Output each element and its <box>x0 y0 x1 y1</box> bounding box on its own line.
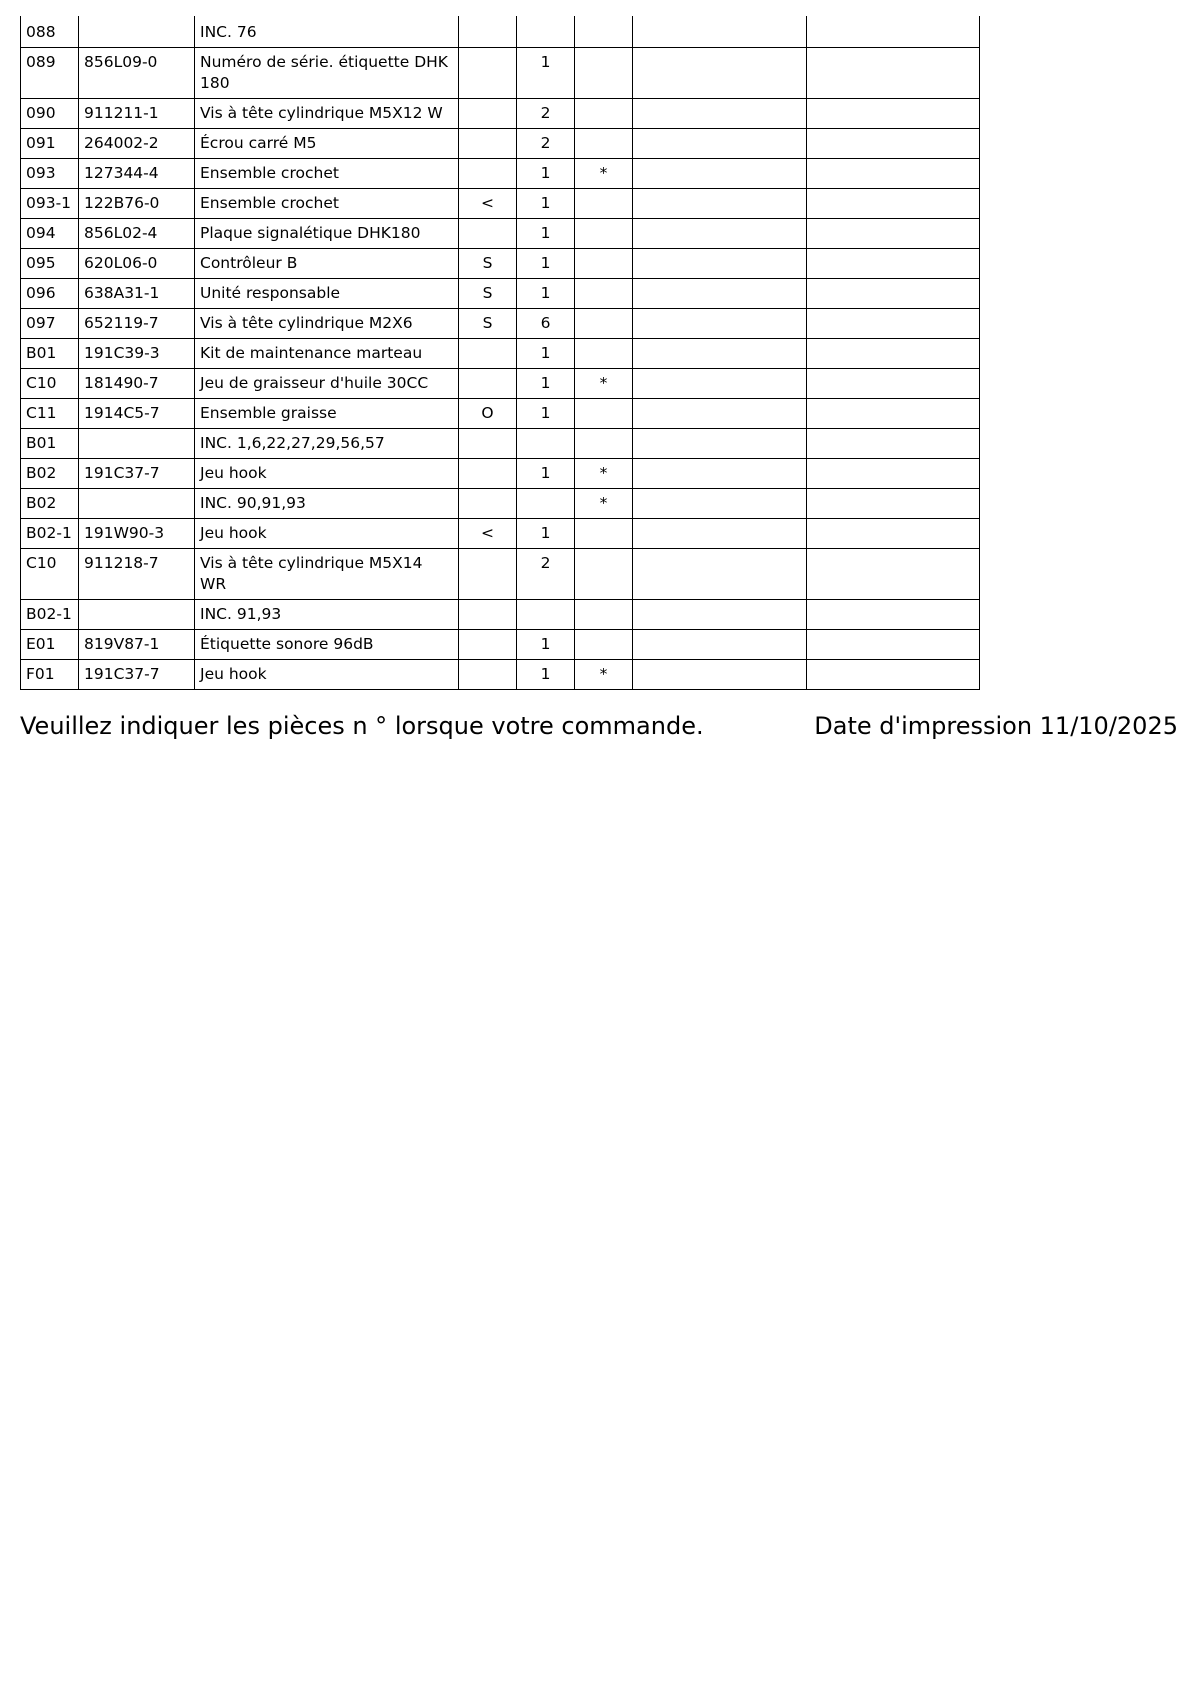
empty-cell <box>633 519 807 549</box>
empty-cell <box>807 369 980 399</box>
empty-cell <box>807 48 980 99</box>
description-cell: Étiquette sonore 96dB <box>195 630 459 660</box>
note-cell <box>459 369 517 399</box>
empty-cell <box>633 279 807 309</box>
description-cell: Jeu hook <box>195 459 459 489</box>
quantity-cell <box>517 16 575 48</box>
table-row <box>21 429 980 459</box>
ref-number-cell: 090 <box>21 99 79 129</box>
flag-cell <box>575 279 633 309</box>
quantity-cell: 1 <box>517 519 575 549</box>
parts-table <box>20 16 980 690</box>
flag-cell <box>575 600 633 630</box>
description-cell: Plaque signalétique DHK180 <box>195 219 459 249</box>
ref-number-cell: E01 <box>21 630 79 660</box>
parts-table-body <box>21 16 980 690</box>
empty-cell <box>807 489 980 519</box>
part-number-cell <box>79 489 195 519</box>
note-cell: S <box>459 279 517 309</box>
empty-cell <box>807 339 980 369</box>
flag-cell <box>575 429 633 459</box>
flag-cell <box>575 249 633 279</box>
empty-cell <box>633 129 807 159</box>
table-row <box>21 16 980 48</box>
empty-cell <box>633 459 807 489</box>
quantity-cell: 1 <box>517 48 575 99</box>
part-number-cell <box>79 16 195 48</box>
part-number-cell: 191C37-7 <box>79 660 195 690</box>
part-number-cell: 856L02-4 <box>79 219 195 249</box>
table-row <box>21 630 980 660</box>
part-number-cell: 911211-1 <box>79 99 195 129</box>
description-cell: INC. 76 <box>195 16 459 48</box>
ref-number-cell: 097 <box>21 309 79 339</box>
quantity-cell: 1 <box>517 630 575 660</box>
ref-number-cell: 094 <box>21 219 79 249</box>
ref-number-cell: 089 <box>21 48 79 99</box>
quantity-cell: 1 <box>517 399 575 429</box>
description-cell: Ensemble crochet <box>195 159 459 189</box>
part-number-cell: 191W90-3 <box>79 519 195 549</box>
flag-cell <box>575 48 633 99</box>
quantity-cell: 2 <box>517 129 575 159</box>
part-number-cell: 191C37-7 <box>79 459 195 489</box>
empty-cell <box>807 519 980 549</box>
empty-cell <box>633 489 807 519</box>
empty-cell <box>633 429 807 459</box>
flag-cell <box>575 549 633 600</box>
ref-number-cell: B02-1 <box>21 519 79 549</box>
part-number-cell: 638A31-1 <box>79 279 195 309</box>
part-number-cell: 620L06-0 <box>79 249 195 279</box>
quantity-cell: 1 <box>517 249 575 279</box>
ref-number-cell: 088 <box>21 16 79 48</box>
description-cell: Vis à tête cylindrique M2X6 <box>195 309 459 339</box>
flag-cell: * <box>575 369 633 399</box>
flag-cell <box>575 399 633 429</box>
order-notice: Veuillez indiquer les pièces n ° lorsque votre commande. <box>20 712 704 740</box>
quantity-cell: 1 <box>517 219 575 249</box>
empty-cell <box>633 399 807 429</box>
ref-number-cell: B02 <box>21 489 79 519</box>
note-cell <box>459 660 517 690</box>
description-cell: INC. 91,93 <box>195 600 459 630</box>
table-row <box>21 519 980 549</box>
empty-cell <box>633 369 807 399</box>
part-number-cell: 127344-4 <box>79 159 195 189</box>
table-row <box>21 339 980 369</box>
empty-cell <box>807 459 980 489</box>
part-number-cell <box>79 600 195 630</box>
part-number-cell: 122B76-0 <box>79 189 195 219</box>
empty-cell <box>807 16 980 48</box>
flag-cell: * <box>575 489 633 519</box>
ref-number-cell: C11 <box>21 399 79 429</box>
note-cell <box>459 630 517 660</box>
empty-cell <box>807 399 980 429</box>
note-cell <box>459 459 517 489</box>
description-cell: Ensemble graisse <box>195 399 459 429</box>
table-row <box>21 399 980 429</box>
part-number-cell: 1914C5-7 <box>79 399 195 429</box>
flag-cell <box>575 309 633 339</box>
quantity-cell: 1 <box>517 339 575 369</box>
note-cell <box>459 600 517 630</box>
note-cell <box>459 48 517 99</box>
flag-cell <box>575 189 633 219</box>
description-cell: Numéro de série. étiquette DHK 180 <box>195 48 459 99</box>
empty-cell <box>633 600 807 630</box>
table-row <box>21 279 980 309</box>
empty-cell <box>633 339 807 369</box>
empty-cell <box>807 279 980 309</box>
table-row <box>21 129 980 159</box>
part-number-cell: 819V87-1 <box>79 630 195 660</box>
description-cell: Vis à tête cylindrique M5X12 W <box>195 99 459 129</box>
empty-cell <box>807 129 980 159</box>
empty-cell <box>633 309 807 339</box>
empty-cell <box>807 99 980 129</box>
part-number-cell: 264002-2 <box>79 129 195 159</box>
description-cell: Jeu hook <box>195 660 459 690</box>
table-row <box>21 219 980 249</box>
flag-cell <box>575 16 633 48</box>
empty-cell <box>807 549 980 600</box>
ref-number-cell: 091 <box>21 129 79 159</box>
table-row <box>21 309 980 339</box>
empty-cell <box>633 660 807 690</box>
ref-number-cell: C10 <box>21 549 79 600</box>
note-cell: O <box>459 399 517 429</box>
quantity-cell: 6 <box>517 309 575 339</box>
quantity-cell <box>517 429 575 459</box>
note-cell <box>459 219 517 249</box>
quantity-cell: 1 <box>517 189 575 219</box>
empty-cell <box>633 630 807 660</box>
print-date: Date d'impression 11/10/2025 <box>814 712 1178 740</box>
note-cell <box>459 99 517 129</box>
part-number-cell: 181490-7 <box>79 369 195 399</box>
empty-cell <box>807 600 980 630</box>
note-cell <box>459 549 517 600</box>
ref-number-cell: 096 <box>21 279 79 309</box>
quantity-cell: 1 <box>517 159 575 189</box>
flag-cell: * <box>575 459 633 489</box>
part-number-cell: 652119-7 <box>79 309 195 339</box>
empty-cell <box>807 249 980 279</box>
empty-cell <box>633 189 807 219</box>
empty-cell <box>807 309 980 339</box>
empty-cell <box>807 429 980 459</box>
note-cell: < <box>459 189 517 219</box>
description-cell: Jeu de graisseur d'huile 30CC <box>195 369 459 399</box>
part-number-cell: 856L09-0 <box>79 48 195 99</box>
note-cell <box>459 129 517 159</box>
description-cell: Unité responsable <box>195 279 459 309</box>
table-row <box>21 159 980 189</box>
empty-cell <box>633 219 807 249</box>
flag-cell: * <box>575 159 633 189</box>
empty-cell <box>633 99 807 129</box>
quantity-cell: 2 <box>517 99 575 129</box>
part-number-cell: 911218-7 <box>79 549 195 600</box>
table-row <box>21 189 980 219</box>
ref-number-cell: F01 <box>21 660 79 690</box>
note-cell: < <box>459 519 517 549</box>
ref-number-cell: B01 <box>21 339 79 369</box>
description-cell: Vis à tête cylindrique M5X14 WR <box>195 549 459 600</box>
quantity-cell <box>517 489 575 519</box>
quantity-cell <box>517 600 575 630</box>
table-row <box>21 48 980 99</box>
flag-cell <box>575 99 633 129</box>
empty-cell <box>633 549 807 600</box>
empty-cell <box>633 249 807 279</box>
empty-cell <box>807 630 980 660</box>
note-cell <box>459 16 517 48</box>
note-cell <box>459 339 517 369</box>
quantity-cell: 1 <box>517 459 575 489</box>
part-number-cell: 191C39-3 <box>79 339 195 369</box>
empty-cell <box>807 219 980 249</box>
empty-cell <box>633 16 807 48</box>
ref-number-cell: C10 <box>21 369 79 399</box>
ref-number-cell: B02-1 <box>21 600 79 630</box>
table-row <box>21 600 980 630</box>
description-cell: Kit de maintenance marteau <box>195 339 459 369</box>
note-cell <box>459 489 517 519</box>
empty-cell <box>807 159 980 189</box>
table-row <box>21 249 980 279</box>
table-row <box>21 459 980 489</box>
ref-number-cell: B02 <box>21 459 79 489</box>
table-row <box>21 369 980 399</box>
ref-number-cell: B01 <box>21 429 79 459</box>
note-cell <box>459 429 517 459</box>
empty-cell <box>807 189 980 219</box>
note-cell: S <box>459 249 517 279</box>
empty-cell <box>807 660 980 690</box>
flag-cell <box>575 339 633 369</box>
description-cell: Jeu hook <box>195 519 459 549</box>
quantity-cell: 1 <box>517 279 575 309</box>
description-cell: INC. 1,6,22,27,29,56,57 <box>195 429 459 459</box>
flag-cell <box>575 630 633 660</box>
quantity-cell: 2 <box>517 549 575 600</box>
table-row <box>21 549 980 600</box>
empty-cell <box>633 48 807 99</box>
flag-cell <box>575 129 633 159</box>
description-cell: INC. 90,91,93 <box>195 489 459 519</box>
empty-cell <box>633 159 807 189</box>
quantity-cell: 1 <box>517 369 575 399</box>
flag-cell: * <box>575 660 633 690</box>
description-cell: Ensemble crochet <box>195 189 459 219</box>
table-row <box>21 489 980 519</box>
table-row <box>21 99 980 129</box>
ref-number-cell: 095 <box>21 249 79 279</box>
ref-number-cell: 093-1 <box>21 189 79 219</box>
note-cell: S <box>459 309 517 339</box>
flag-cell <box>575 219 633 249</box>
description-cell: Contrôleur B <box>195 249 459 279</box>
flag-cell <box>575 519 633 549</box>
note-cell <box>459 159 517 189</box>
description-cell: Écrou carré M5 <box>195 129 459 159</box>
part-number-cell <box>79 429 195 459</box>
table-row <box>21 660 980 690</box>
quantity-cell: 1 <box>517 660 575 690</box>
ref-number-cell: 093 <box>21 159 79 189</box>
